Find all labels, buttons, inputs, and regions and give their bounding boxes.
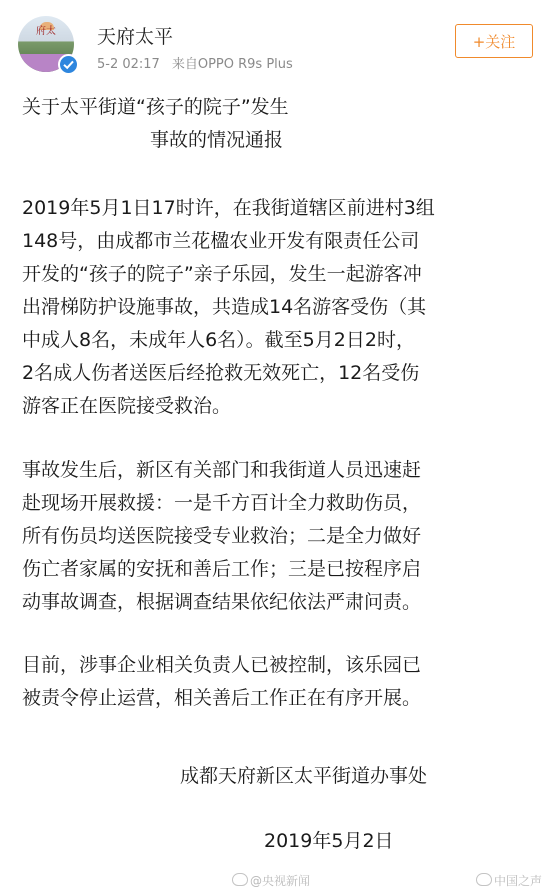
text-line: 中成人8名，未成年人6名）。截至5月2日2时， (22, 329, 415, 351)
weibo-icon (232, 873, 248, 886)
text-line: 事故发生后，新区有关部门和我街道人员迅速赶 (22, 459, 422, 481)
watermark-left-text: @央视新闻 (250, 874, 311, 888)
text-line: 赴现场开展救援：一是千方百计全力救助伤员， (22, 492, 422, 514)
verified-icon (58, 54, 79, 75)
text-line: 游客正在医院接受救治。 (22, 395, 232, 417)
paragraph-status (22, 649, 536, 715)
text-line: 出滑梯防护设施事故，共造成14名游客受伤（其 (22, 296, 427, 318)
weibo-icon (476, 873, 492, 886)
username[interactable]: 天府太平 (97, 26, 174, 48)
text-line: 目前，涉事企业相关负责人已被控制，该乐园已 (22, 654, 422, 676)
avatar-logo-text: 府太 (36, 26, 56, 37)
text-line: 动事故调查，根据调查结果依纪依法严肃问责。 (22, 591, 422, 613)
text-line: 148号，由成都市兰花楹农业开发有限责任公司 (22, 230, 420, 252)
post-source: 来自OPPO R9s Plus (171, 57, 293, 72)
watermark-right-text: 中国之声 (494, 874, 543, 888)
text-line: 伤亡者家属的安抚和善后工作；三是已按程序启 (22, 558, 422, 580)
text-line: 被责令停止运营，相关善后工作正在有序开展。 (22, 687, 422, 709)
text-line: 所有伤员均送医院接受专业救治；二是全力做好 (22, 525, 422, 547)
post-timestamp: 5-2 02:17 (97, 57, 160, 72)
text-line: 开发的“孩子的院子”亲子乐园，发生一起游客冲 (22, 263, 422, 285)
post-meta (97, 53, 293, 72)
signature-date: 2019年5月2日 (264, 830, 394, 852)
signature-organization: 成都天府新区太平街道办事处 (180, 765, 428, 787)
paragraph-response (22, 454, 536, 619)
follow-button[interactable]: +关注 (455, 24, 533, 58)
watermark-left (232, 872, 310, 889)
text-line: 2019年5月1日17时许，在我街道辖区前进村3组 (22, 197, 435, 219)
paragraph-incident (22, 192, 536, 423)
post-header (0, 0, 554, 84)
text-line: 2名成人伤者送医后经抢救无效死亡，12名受伤 (22, 362, 420, 384)
title-line: 事故的情况通报 (150, 129, 284, 151)
title-line: 关于太平街道“孩子的院子”发生 (22, 96, 289, 118)
watermark-right (476, 872, 542, 889)
